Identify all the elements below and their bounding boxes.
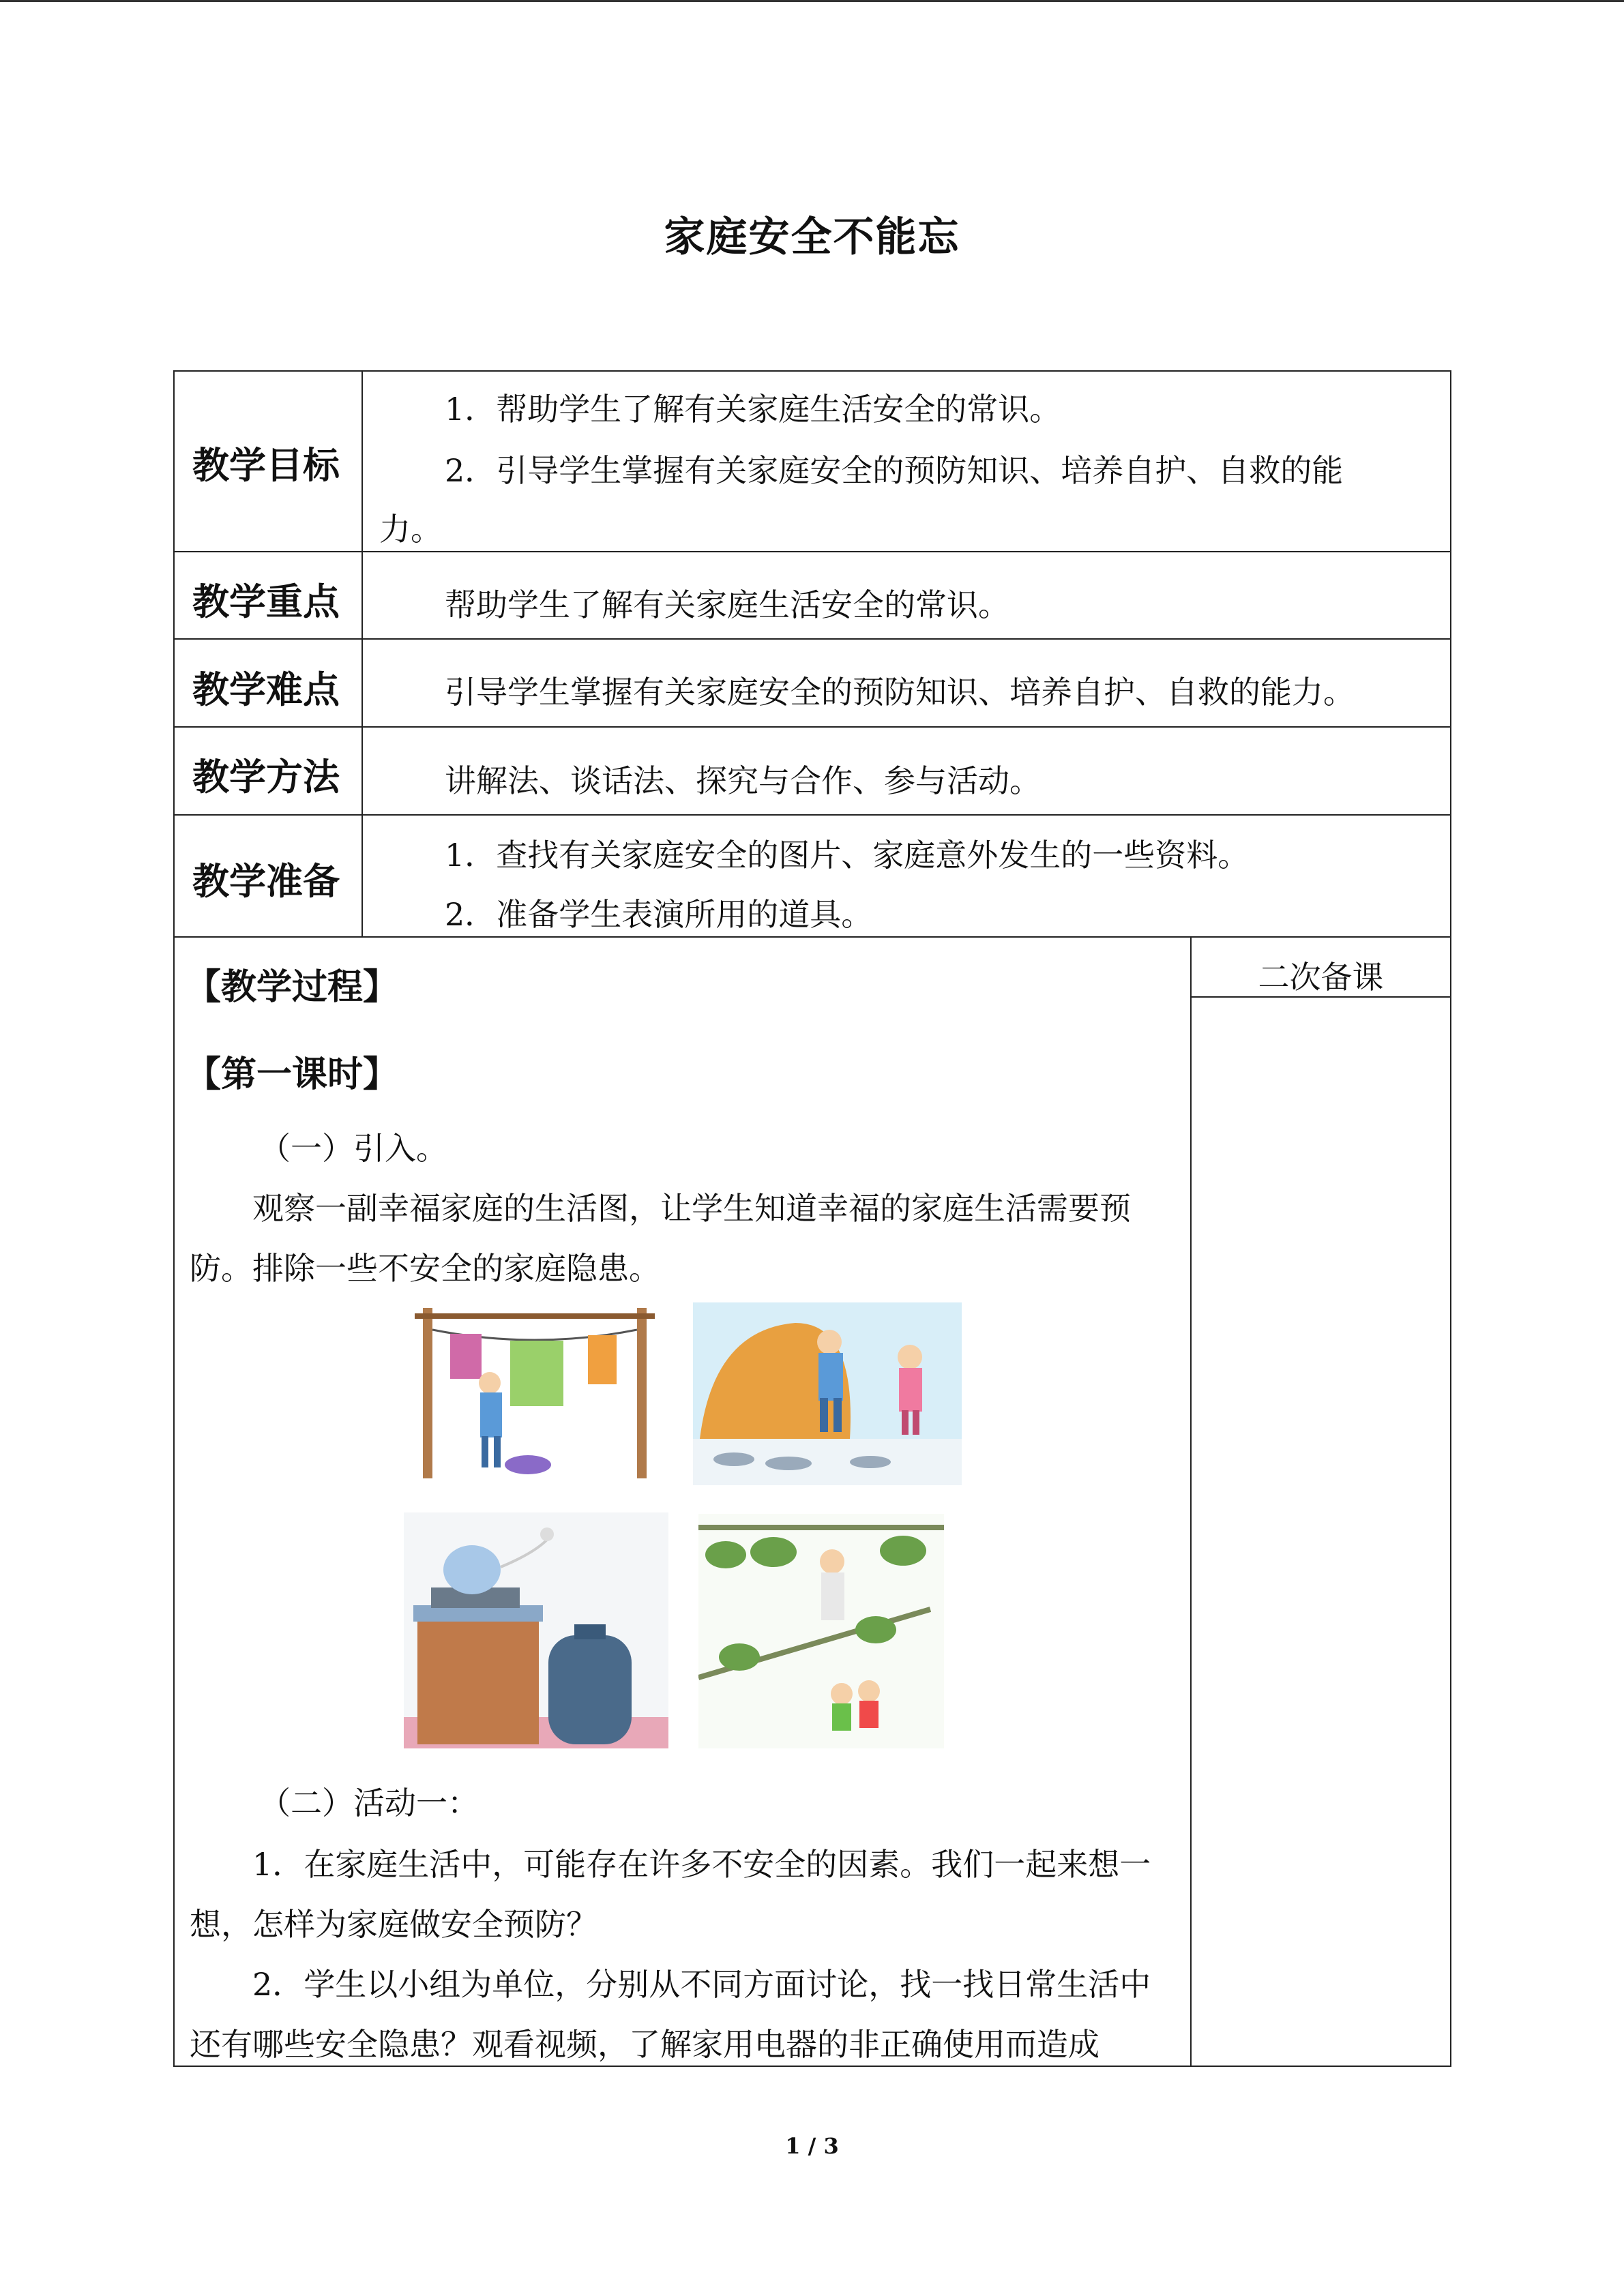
- process-header: 【教学过程】: [186, 967, 399, 1008]
- methods-text: 讲解法、谈话法、探究与合作、参与活动。: [445, 762, 1041, 799]
- activity-item-2: 2．学生以小组为单位，分别从不同方面讨论，找一找日常生活中还有哪些安全隐患？观看视频，了解家用电器的非正确使用而造成: [190, 1966, 1151, 2063]
- row-divider: [173, 814, 1451, 816]
- section1-title: （一）引入。: [259, 1130, 447, 1167]
- label-methods: 教学方法: [192, 756, 340, 799]
- page-number: 1 / 3: [785, 2133, 839, 2159]
- document-title: 家庭安全不能忘: [664, 213, 960, 261]
- lesson-label: 【第一课时】: [186, 1054, 399, 1095]
- row-divider: [173, 638, 1451, 640]
- process-column-divider: [1190, 936, 1192, 2067]
- label-key-points: 教学重点: [192, 580, 340, 623]
- label-teaching-goals: 教学目标: [192, 444, 340, 487]
- key-points-text: 帮助学生了解有关家庭生活安全的常识。: [445, 586, 1009, 623]
- preparation-line-1: 1．查找有关家庭安全的图片、家庭意外发生的一些资料。: [445, 837, 1250, 874]
- section1-paragraph: 观察一副幸福家庭的生活图，让学生知道幸福的家庭生活需要预防。排除一些不安全的家庭隐患。: [190, 1190, 1131, 1287]
- goal-line-3: 力。: [379, 511, 442, 548]
- difficulties-text: 引导学生掌握有关家庭安全的预防知识、培养自护、自救的能力。: [445, 674, 1355, 711]
- label-difficulties: 教学难点: [192, 668, 340, 711]
- page-top-border: [0, 0, 1624, 2]
- side-column-header: 二次备课: [1258, 959, 1384, 996]
- preparation-line-2: 2．准备学生表演所用的道具。: [445, 896, 873, 933]
- label-preparation: 教学准备: [192, 860, 340, 903]
- section2-title: （二）活动一：: [259, 1785, 479, 1821]
- activity-item-1: 1．在家庭生活中，可能存在许多不安全的因素。我们一起来想一想，怎样为家庭做安全预防？: [190, 1846, 1151, 1943]
- haystack-illustration: [693, 1302, 962, 1485]
- row-divider: [173, 726, 1451, 728]
- gas-stove-illustration: [404, 1512, 668, 1748]
- info-table-column-divider: [361, 370, 363, 938]
- goal-line-1: 1．帮助学生了解有关家庭生活安全的常识。: [445, 391, 1061, 428]
- goal-line-2: 2．引导学生掌握有关家庭安全的预防知识、培养自护、自救的能: [445, 452, 1344, 489]
- vine-trellis-illustration: [698, 1514, 944, 1748]
- row-divider: [173, 551, 1451, 552]
- clothesline-illustration: [408, 1301, 662, 1485]
